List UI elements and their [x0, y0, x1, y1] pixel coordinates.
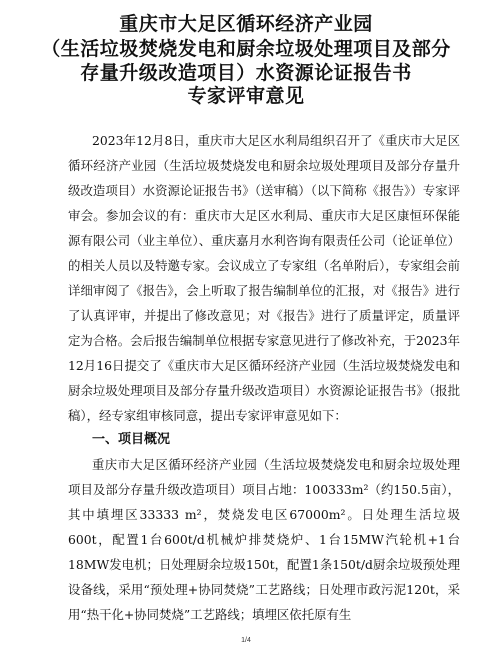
document-title-line-2: （生活垃圾焚烧发电和厨余垃圾处理项目及部分	[41, 38, 451, 60]
intro-paragraph: 2023年12月8日，重庆市大足区水利局组织召开了《重庆市大足区循环经济产业园（生活垃圾焚烧发电和厨余垃圾处理项目及部分存量升级改造项目）水资源论证报告书》（送审稿）（以下简称《报告》）专家评审会。参加会议的有：重庆市大足区水利局、重庆市大足区康恒环保能源有限公司（业主单位）、重庆嘉月水利咨询有限责任公司（论证单位）的相关人员以及特邀专家。会议成立了专家组（名单附后），专家组会前详细审阅了《报告》，会上听取了报告编制单位的汇报，对《报告》进行了认真评审，并提出了修改意见；对《报告》进行了质量评定，质量评定为合格。会后报告编制单位根据专家意见进行了修改补充，于2023年12月16日提交了《重庆市大足区循环经济产业园（生活垃圾焚烧发电和厨余垃圾处理项目及部分存量升级改造项目）水资源论证报告书》（报批稿），经专家组审核同意，提出专家评审意见如下：	[68, 133, 460, 423]
project-overview-paragraph: 重庆市大足区循环经济产业园（生活垃圾焚烧发电和厨余垃圾处理项目及部分存量升级改造项目）项目占地：100333m²（约150.5亩），其中填埋区33333 m²，焚烧发电区67000m²。日处理生活垃圾600t，配置1台600t/d机械炉排焚烧炉、1台15MW汽轮机+1台18MW发电机；日处理厨余垃圾150t，配置1条150t/d厨余垃圾预处理设备线，采用“预处理+协同焚烧”工艺路线；日处理市政污泥120t，采用“热干化+协同焚烧”工艺路线；填埋区依托原有生	[68, 457, 460, 622]
document-title-line-4: 专家评审意见	[187, 85, 305, 107]
page-number: 1/4	[241, 637, 251, 644]
section-heading-project-overview: 一、项目概况	[92, 432, 171, 447]
document-title-line-3: 存量升级改造项目）水资源论证报告书	[80, 62, 412, 84]
document-title-line-1: 重庆市大足区循环经济产业园	[119, 13, 373, 35]
